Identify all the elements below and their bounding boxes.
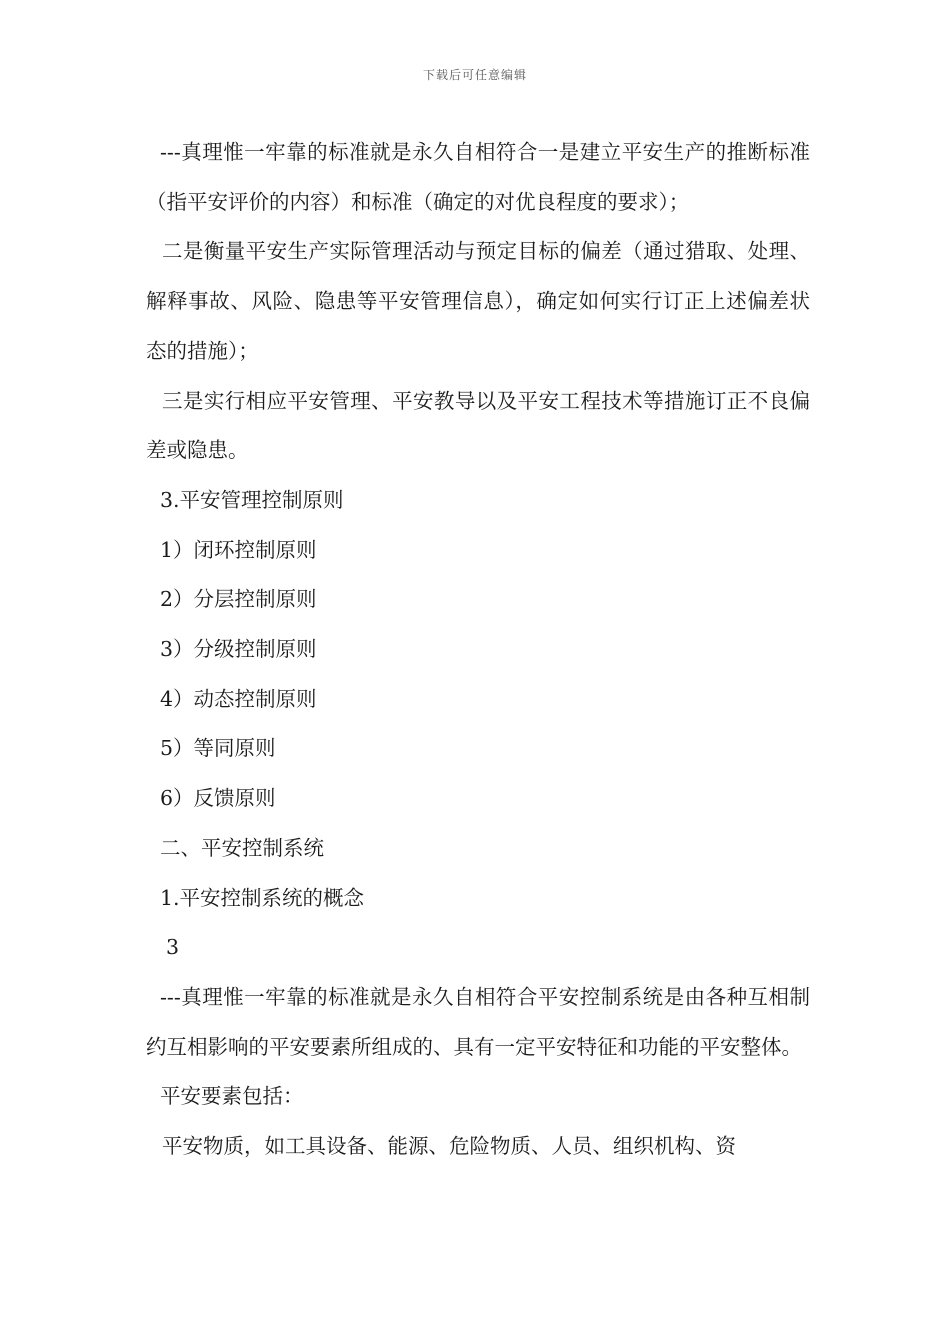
- subsection-heading-system-concept: 1.平安控制系统的概念: [160, 885, 365, 910]
- page-header: 下载后可任意编辑: [422, 68, 527, 82]
- paragraph-measure-deviation: 二是衡量平安生产实际管理活动与预定目标的偏差（通过猎取、处理、解释事故、风险、隐患等平安管理信息），确定如何实行订正上述偏差状态的措施）；: [146, 239, 810, 363]
- document-body: [146, 128, 810, 1172]
- list-item-layered: 2）分层控制原则: [160, 587, 317, 612]
- page-number: 3: [166, 935, 180, 960]
- section-heading-control-system: 二、平安控制系统: [160, 835, 324, 860]
- section-heading-control-principles: 3.平安管理控制原则: [160, 487, 344, 512]
- list-item-equivalence: 5）等同原则: [160, 736, 276, 761]
- paragraph-elements-intro: 平安要素包括：: [160, 1084, 304, 1109]
- list-item-dynamic: 4）动态控制原则: [160, 686, 317, 711]
- list-item-graded: 3）分级控制原则: [160, 637, 317, 662]
- paragraph-corrective-measures: 三是实行相应平安管理、平安教导以及平安工程技术等措施订正不良偏差或隐患。: [146, 388, 810, 463]
- list-item-feedback: 6）反馈原则: [160, 786, 276, 811]
- paragraph-control-standard: ---真理惟一牢靠的标准就是永久自相符合一是建立平安生产的推断标准（指平安评价的内容）和标准（确定的对优良程度的要求）；: [146, 140, 810, 214]
- paragraph-safety-materials: 平安物质，如工具设备、能源、危险物质、人员、组织机构、资: [162, 1134, 736, 1159]
- list-item-closed-loop: 1）闭环控制原则: [160, 537, 317, 562]
- paragraph-system-definition: ---真理惟一牢靠的标准就是永久自相符合平安控制系统是由各种互相制约互相影响的平安要素所组成的、具有一定平安特征和功能的平安整体。: [146, 984, 810, 1059]
